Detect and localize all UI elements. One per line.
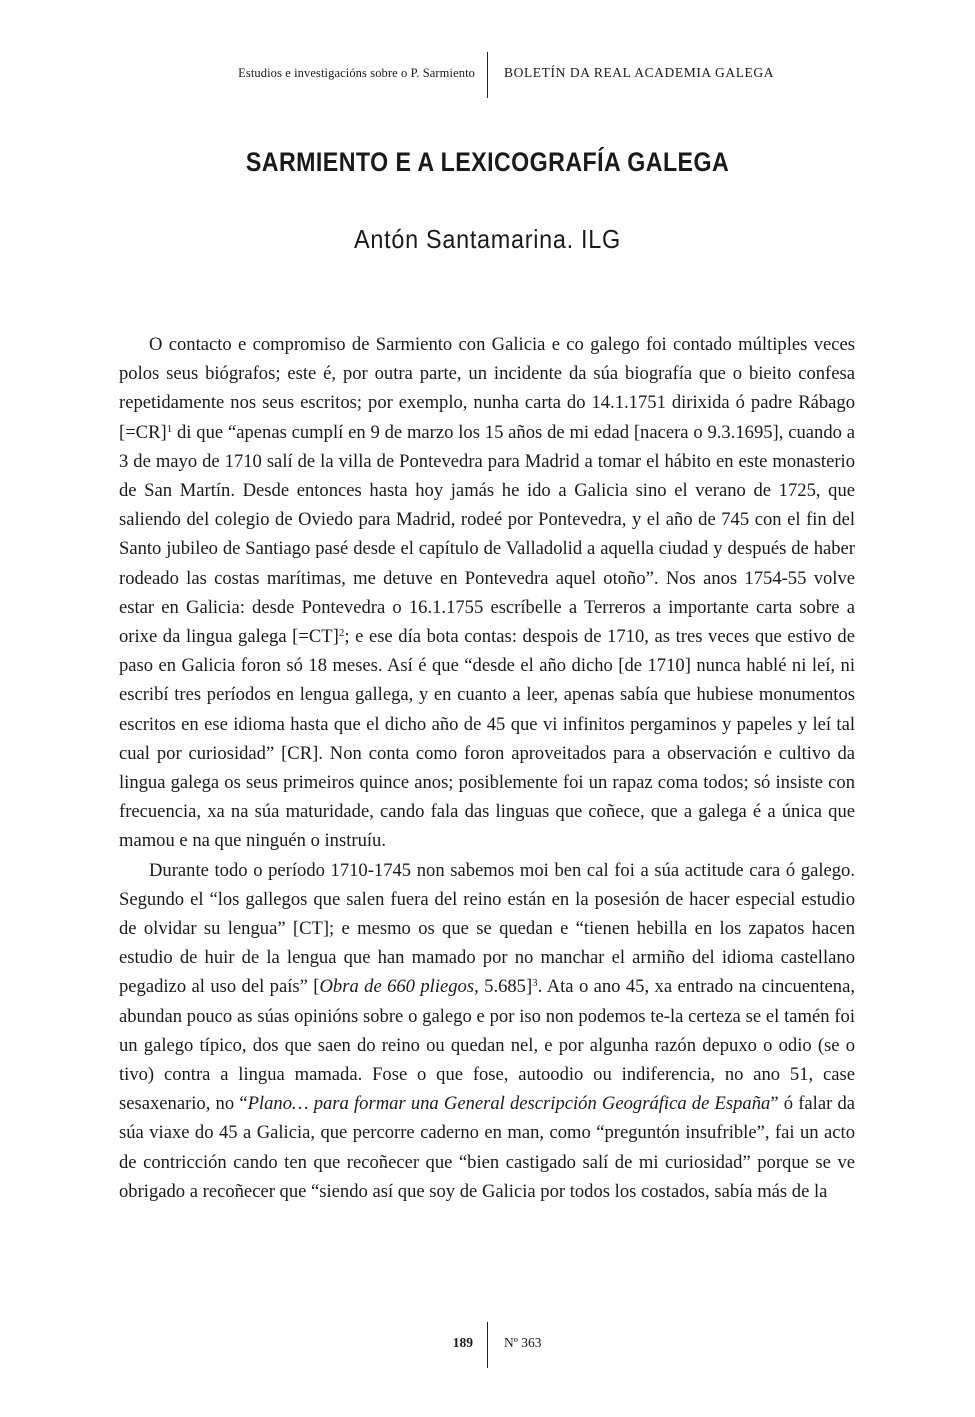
paragraph-2: Durante todo o período 1710-1745 non sabemos moi ben cal foi a súa actitude cara ó galego. Segundo el “los gallegos que salen fuera del reino están en la posesión de hacer especial estudio de olvidar su lengua” [CT]; e mesmo os que se quedan e “tienen hebilla en los zapatos hacen estudio de huir de la lengua que han mamado por no manchar el armiño del idioma castellano pegadizo al uso del país” [Obra de 660 pliegos, 5.685]$^3$. Ata o ano 45, xa entrado na cincuentena, abundan pouco as súas opinións sobre o galego e por iso non podemos te-la certeza se el tamén foi un galego típico, dos que saen do reino ou quedan nel, e por algunha razón depuxo o odio (se o tivo) contra a lingua mamada. Fose o que fose, autoodio ou indiferencia, no ano 51, case sesaxenario, no “Plano… para formar una General descripción Geográfica de España” ó falar da súa viaxe do 45 a Galicia, que percorre caderno en man, como “preguntón insufrible”, fai un acto de contricción cando ten que recoñecer que “bien castigado salí de mi curiosidad” porque se ve obrigado a recoñecer que “siendo así que soy de Galicia por todos los costados, sabía más de la bbox=[119, 859, 856, 1202]
footer-divider bbox=[487, 1322, 488, 1368]
header-journal-title: BOLETÍN DA REAL ACADEMIA GALEGA bbox=[504, 65, 775, 80]
footnote-ref-2: 2 bbox=[338, 627, 345, 640]
article-title: SARMIENTO E A LEXICOGRAFÍA GALEGA bbox=[245, 147, 730, 177]
article-body bbox=[119, 330, 855, 1206]
citation-title: Obra de 660 pliegos bbox=[319, 976, 475, 998]
article-author: Antón Santamarina. ILG bbox=[354, 224, 621, 254]
footnote-ref-3: 3 bbox=[532, 977, 538, 990]
header-section-title: Estudios e investigacións sobre o P. Sarmiento bbox=[238, 66, 475, 80]
page-footer bbox=[0, 1322, 975, 1368]
paragraph-1: O contacto e compromiso de Sarmiento con Galicia e co galego foi contado múltiples veces polos seus biógrafos; este é, por outra parte, un incidente da súa biografía que o bieito confesa repetidamente nos seus escritos; por exemplo, nunha carta do 14.1.1751 dirixida ó padre Rábago [=CR]$^1$ di que “apenas cumplí en 9 de marzo los 15 años de mi edad [nacera o 9.3.1695], cuando a 3 de mayo de 1710 salí de la villa de Pontevedra para Madrid a tomar el hábito en este monasterio de San Martín. Desde entonces hasta hoy jamás he ido a Galicia sino el verano de 1725, que saliendo del colegio de Oviedo para Madrid, rodeé por Pontevedra, y el año de 745 con el fin del Santo jubileo de Santiago pasé desde el capítulo de Valladolid a aquella ciudad y después de haber rodeado las costas marítimas, me detuve en Pontevedra aquel otoño”. Nos anos 1754-55 volve estar en Galicia: desde Pontevedra o 16.1.1755 escríbelle a Terreros a importante carta sobre a orixe da lingua galega [=CT]$^2$; e ese día bota contas: despois de 1710, as tres veces que estivo de paso en Galicia foron só 18 meses. Así é que “desde el año dicho [de 1710] nunca hablé ni leí, ni escribí tres períodos en lengua gallega, y en cuanto a leer, apenas sabía que hubiese monumentos escritos en ese idioma hasta que el dicho año de 45 que vi infinitos pergaminos y papeles y leí tal cual por curiosidad” [CR]. Non conta como foron aproveitados para a observación e cultivo da lingua galega os seus primeiros quince anos; posiblemente foi un rapaz coma todos; só insiste con frecuencia, xa na súa maturidade, cando fala das linguas que coñece, que a galega é a única que mamou e na que ninguén o instruíu. bbox=[119, 334, 855, 852]
footnote-ref-1: 1 bbox=[166, 422, 173, 435]
page-number: 189 bbox=[452, 1335, 473, 1350]
header-divider bbox=[487, 52, 488, 98]
issue-number: Nº 363 bbox=[504, 1335, 542, 1350]
running-header bbox=[0, 52, 975, 98]
citation-title: Plano… para formar una General descripción Geográfica de España bbox=[247, 1093, 771, 1115]
